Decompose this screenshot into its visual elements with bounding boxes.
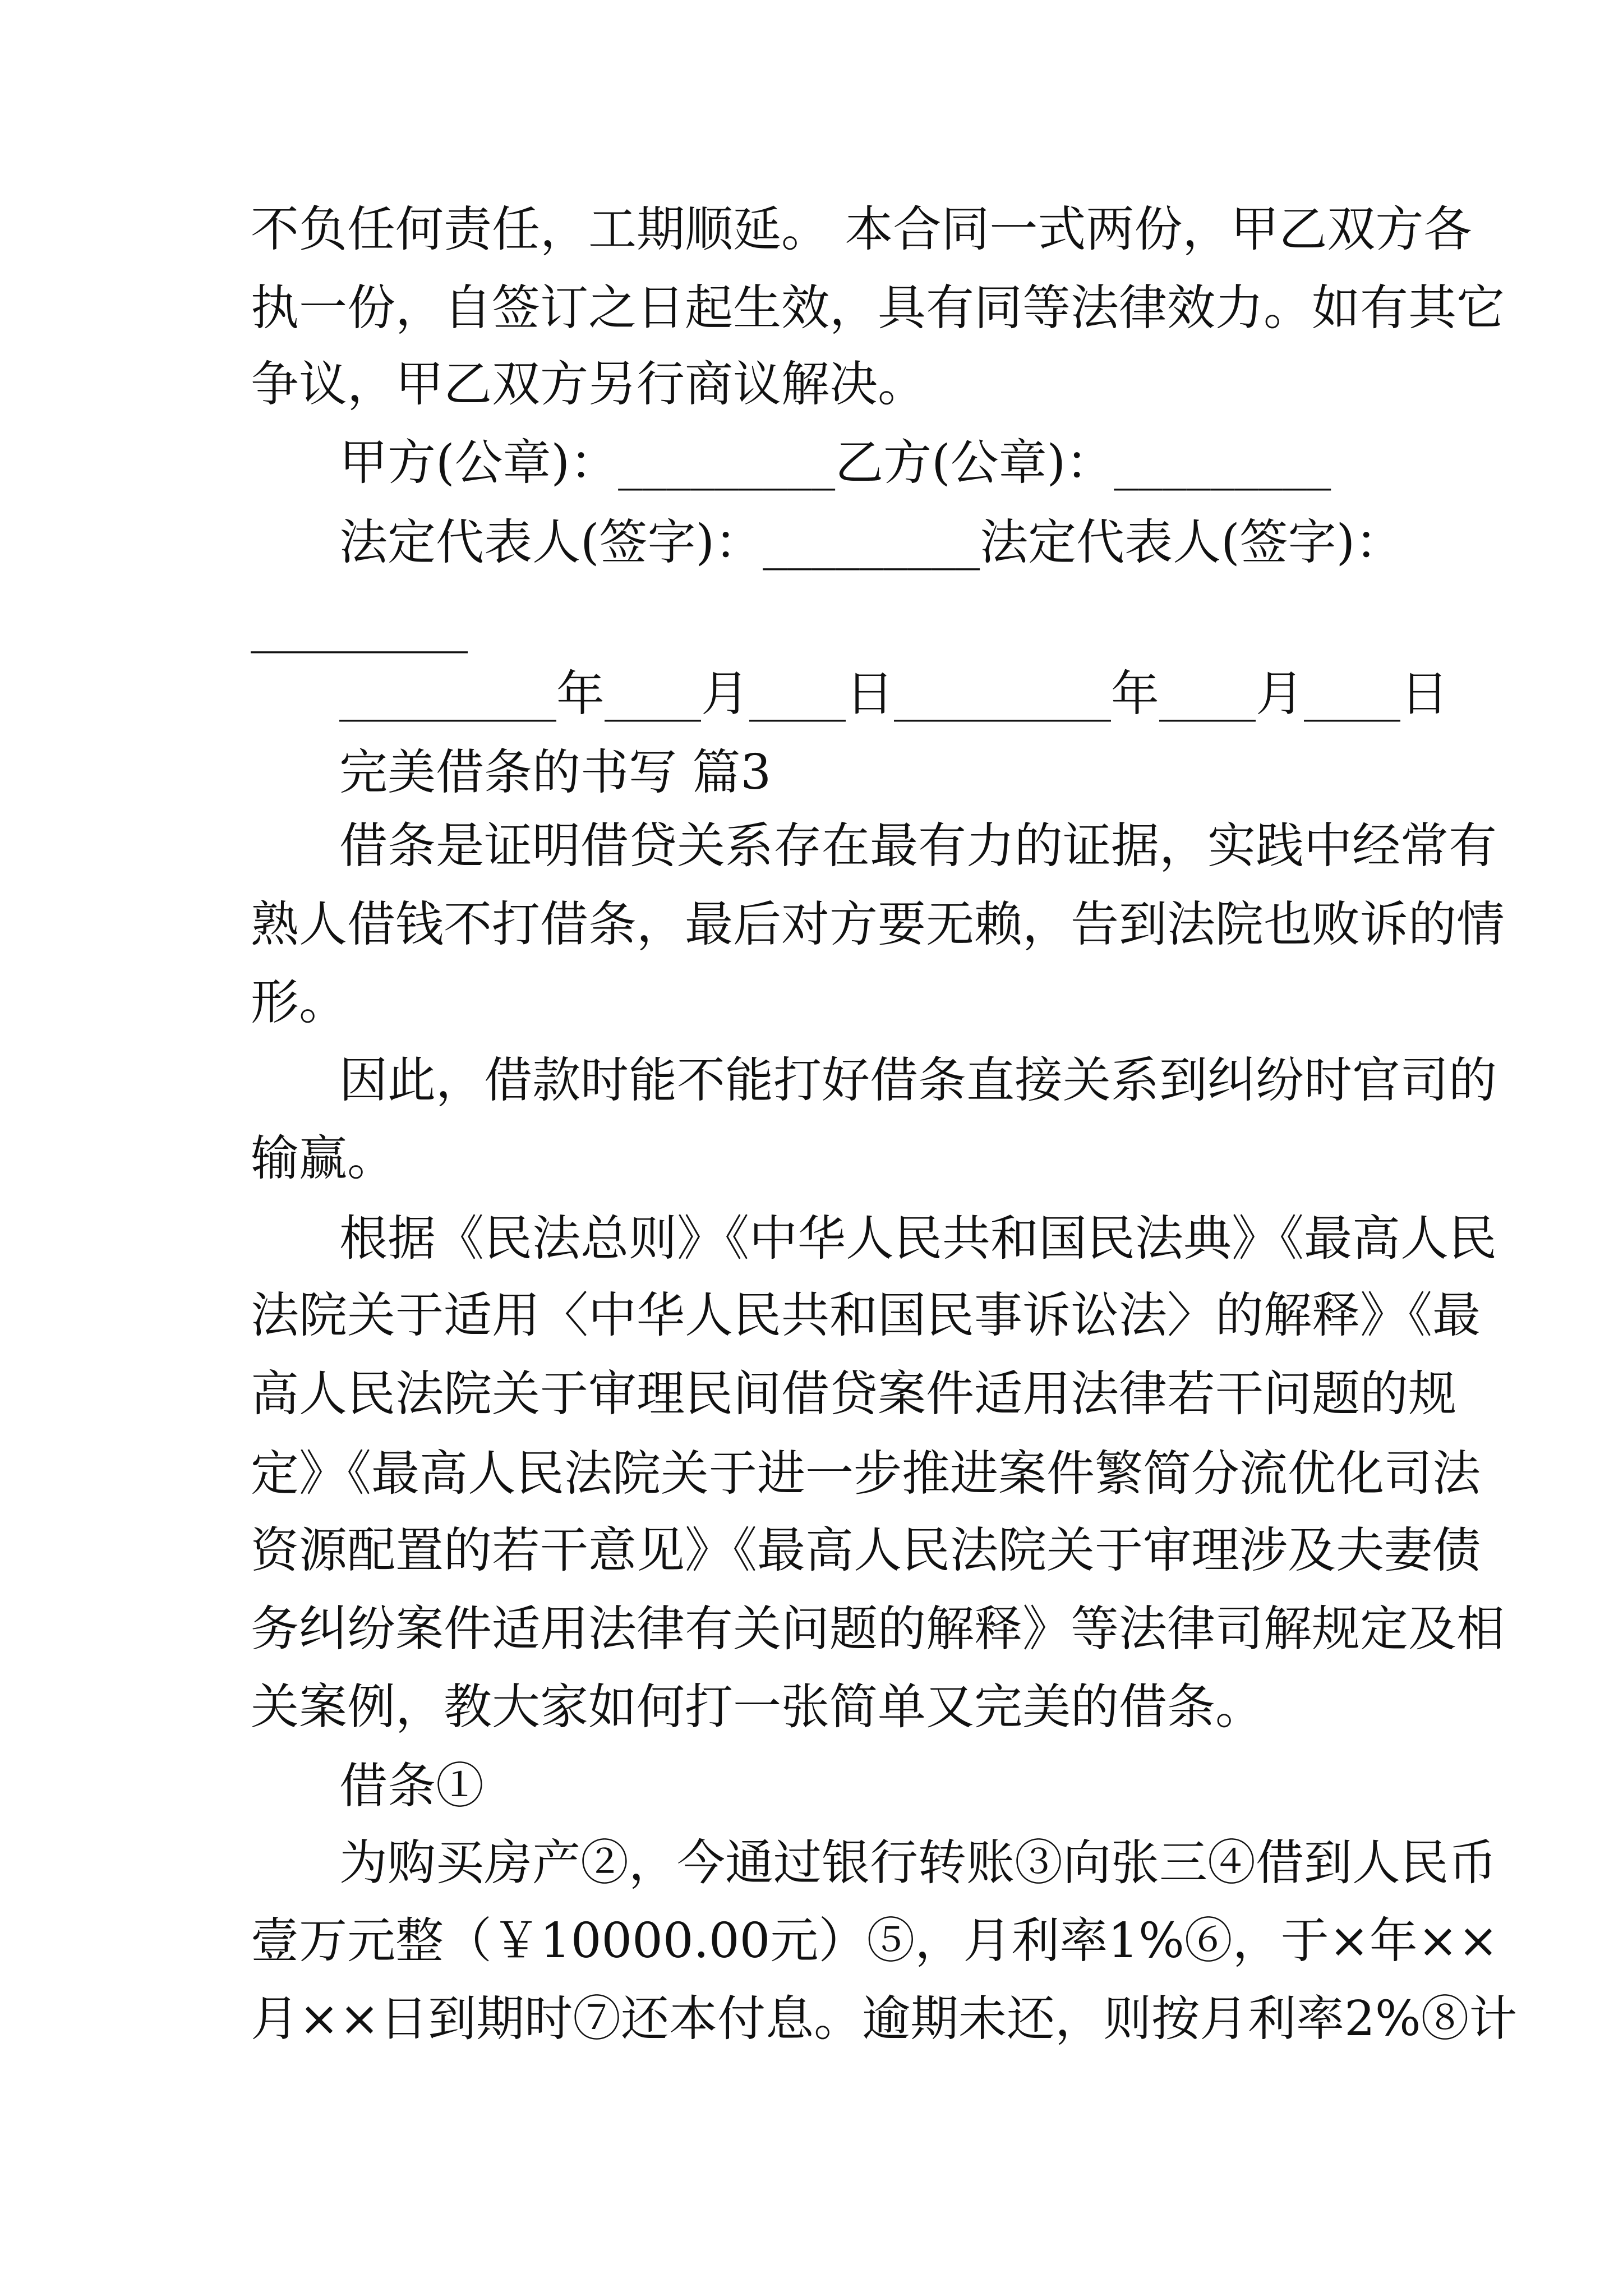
text-line: 执一份，自签订之日起生效，具有同等法律效力。如有其它 (251, 280, 1505, 336)
text-line: 务纠纷案件适用法律有关问题的解释》等法律司解规定及相 (251, 1601, 1505, 1657)
text-line: 高人民法院关于审理民间借贷案件适用法律若干问题的规 (251, 1366, 1456, 1422)
text-line: 月××日到期时⑦还本付息。逾期未还，则按月利率2%⑧计 (251, 1991, 1518, 2047)
text-line: 争议，甲乙双方另行商议解决。 (251, 356, 926, 412)
text-line: 根据《民法总则》《中华人民共和国民法典》《最高人民 (339, 1211, 1497, 1267)
text-line: 甲方(公章)：_________乙方(公章)：_________ (339, 435, 1331, 491)
text-line: 关案例，教大家如何打一张简单又完美的借条。 (251, 1679, 1264, 1735)
text-line: 资源配置的若干意见》《最高人民法院关于审理涉及夫妻债 (251, 1522, 1481, 1579)
text-line: 法院关于适用〈中华人民共和国民事诉讼法〉的解释》《最 (251, 1287, 1481, 1343)
text-line: 定》《最高人民法院关于进一步推进案件繁简分流优化司法 (251, 1446, 1481, 1502)
text-line: 完美借条的书写 篇3 (339, 744, 772, 800)
text-line: 壹万元整（￥10000.00元）⑤，月利率1%⑥，于×年×× (251, 1913, 1498, 1969)
text-line: 输赢。 (251, 1130, 395, 1186)
text-line: 形。 (251, 974, 347, 1030)
text-line: _________年____月____日_________年____月____日 (339, 666, 1449, 722)
text-line: _________ (251, 597, 468, 654)
text-line: 借条① (339, 1758, 484, 1814)
text-line: 熟人借钱不打借条，最后对方要无赖，告到法院也败诉的情 (251, 896, 1505, 953)
text-line: 因此，借款时能不能打好借条直接关系到纠纷时官司的 (339, 1052, 1497, 1108)
text-line: 借条是证明借贷关系存在最有力的证据，实践中经常有 (339, 818, 1497, 874)
text-line: 不负任何责任，工期顺延。 本合同一式两份，甲乙双方各 (251, 201, 1472, 257)
text-line: 法定代表人(签字)：_________法定代表人(签字)： (339, 514, 1404, 570)
text-line: 为购买房产②，今通过银行转账③向张三④借到人民币 (339, 1835, 1497, 1891)
